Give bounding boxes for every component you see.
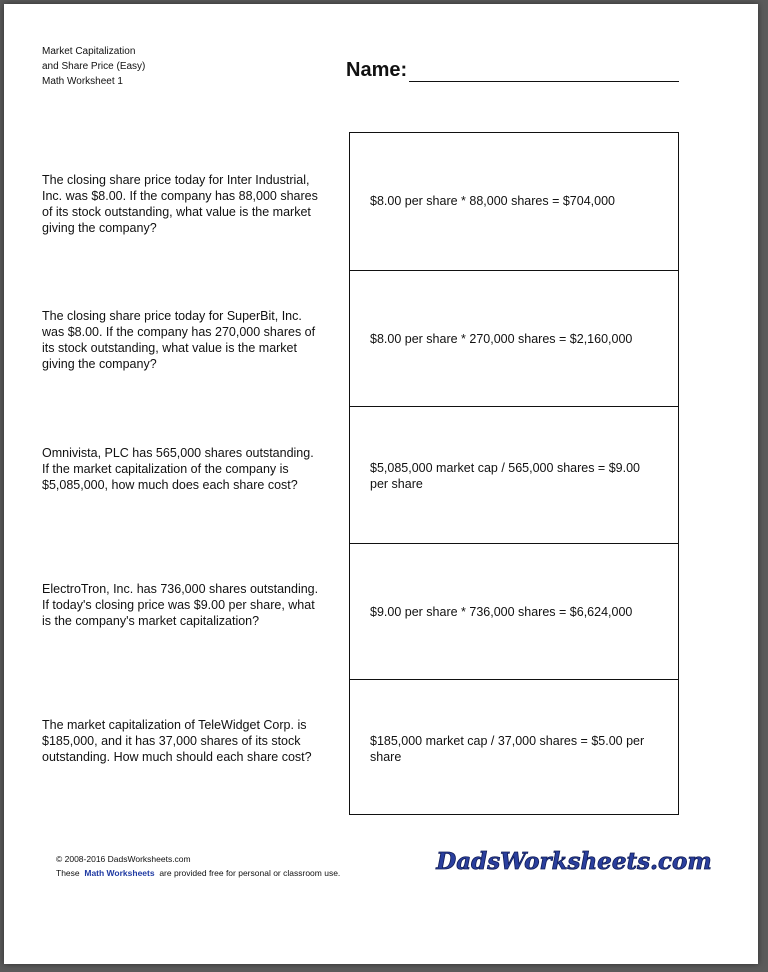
- question-5: The market capitalization of TeleWidget Corp. is $185,000, and it has 37,000 shares of its stock outstanding. How much should each share cost?: [42, 718, 312, 764]
- answer-cell-1: [350, 133, 678, 270]
- copyright-text: © 2008-2016 DadsWorksheets.com: [56, 854, 191, 864]
- answer-5: $185,000 market cap / 37,000 shares = $5.00 per share: [370, 734, 645, 764]
- logo-text: DadsWorksheets.com: [436, 848, 712, 875]
- answer-4: $9.00 per share * 736,000 shares = $6,624,000: [370, 605, 633, 619]
- worksheet-header: [42, 44, 145, 89]
- worksheet-number: Math Worksheet 1: [42, 76, 123, 87]
- question-4: ElectroTron, Inc. has 736,000 shares outstanding. If today's closing price was $9.00 per share, what is the company's market capitalization?: [42, 582, 319, 628]
- footer-note-suffix: are provided free for personal or classroom use.: [159, 868, 341, 878]
- worksheet-page: [4, 4, 758, 964]
- footer-note: [56, 867, 340, 879]
- answer-cell-3: [350, 406, 678, 543]
- name-underline[interactable]: [409, 63, 679, 82]
- answer-cell-4: [350, 543, 678, 679]
- answer-box: [349, 132, 679, 815]
- answer-1: $8.00 per share * 88,000 shares = $704,000: [370, 194, 615, 208]
- answer-cell-2: [350, 270, 678, 406]
- answer-cell-5: [350, 679, 678, 816]
- worksheet-title-line1: Market Capitalization: [42, 46, 136, 57]
- worksheet-title-line2: and Share Price (Easy): [42, 61, 146, 72]
- name-field[interactable]: [346, 59, 679, 82]
- answer-2: $8.00 per share * 270,000 shares = $2,160,000: [370, 332, 633, 346]
- answer-3: $5,085,000 market cap / 565,000 shares = $9.00 per share: [370, 461, 640, 491]
- dadsworksheets-logo[interactable]: [436, 839, 712, 879]
- math-worksheets-link[interactable]: Math Worksheets: [84, 868, 155, 878]
- question-1: The closing share price today for Inter Industrial, Inc. was $8.00. If the company has 88,000 shares of its stock outstanding, what value is the market giving the company?: [42, 173, 318, 235]
- footer-note-prefix: These: [56, 868, 80, 878]
- name-label: Name:: [346, 59, 408, 81]
- question-3: Omnivista, PLC has 565,000 shares outstanding. If the market capitalization of the company is $5,085,000, how much does each share cost?: [42, 446, 314, 492]
- question-2: The closing share price today for SuperBit, Inc. was $8.00. If the company has 270,000 shares of its stock outstanding, what value is the market giving the company?: [42, 309, 316, 371]
